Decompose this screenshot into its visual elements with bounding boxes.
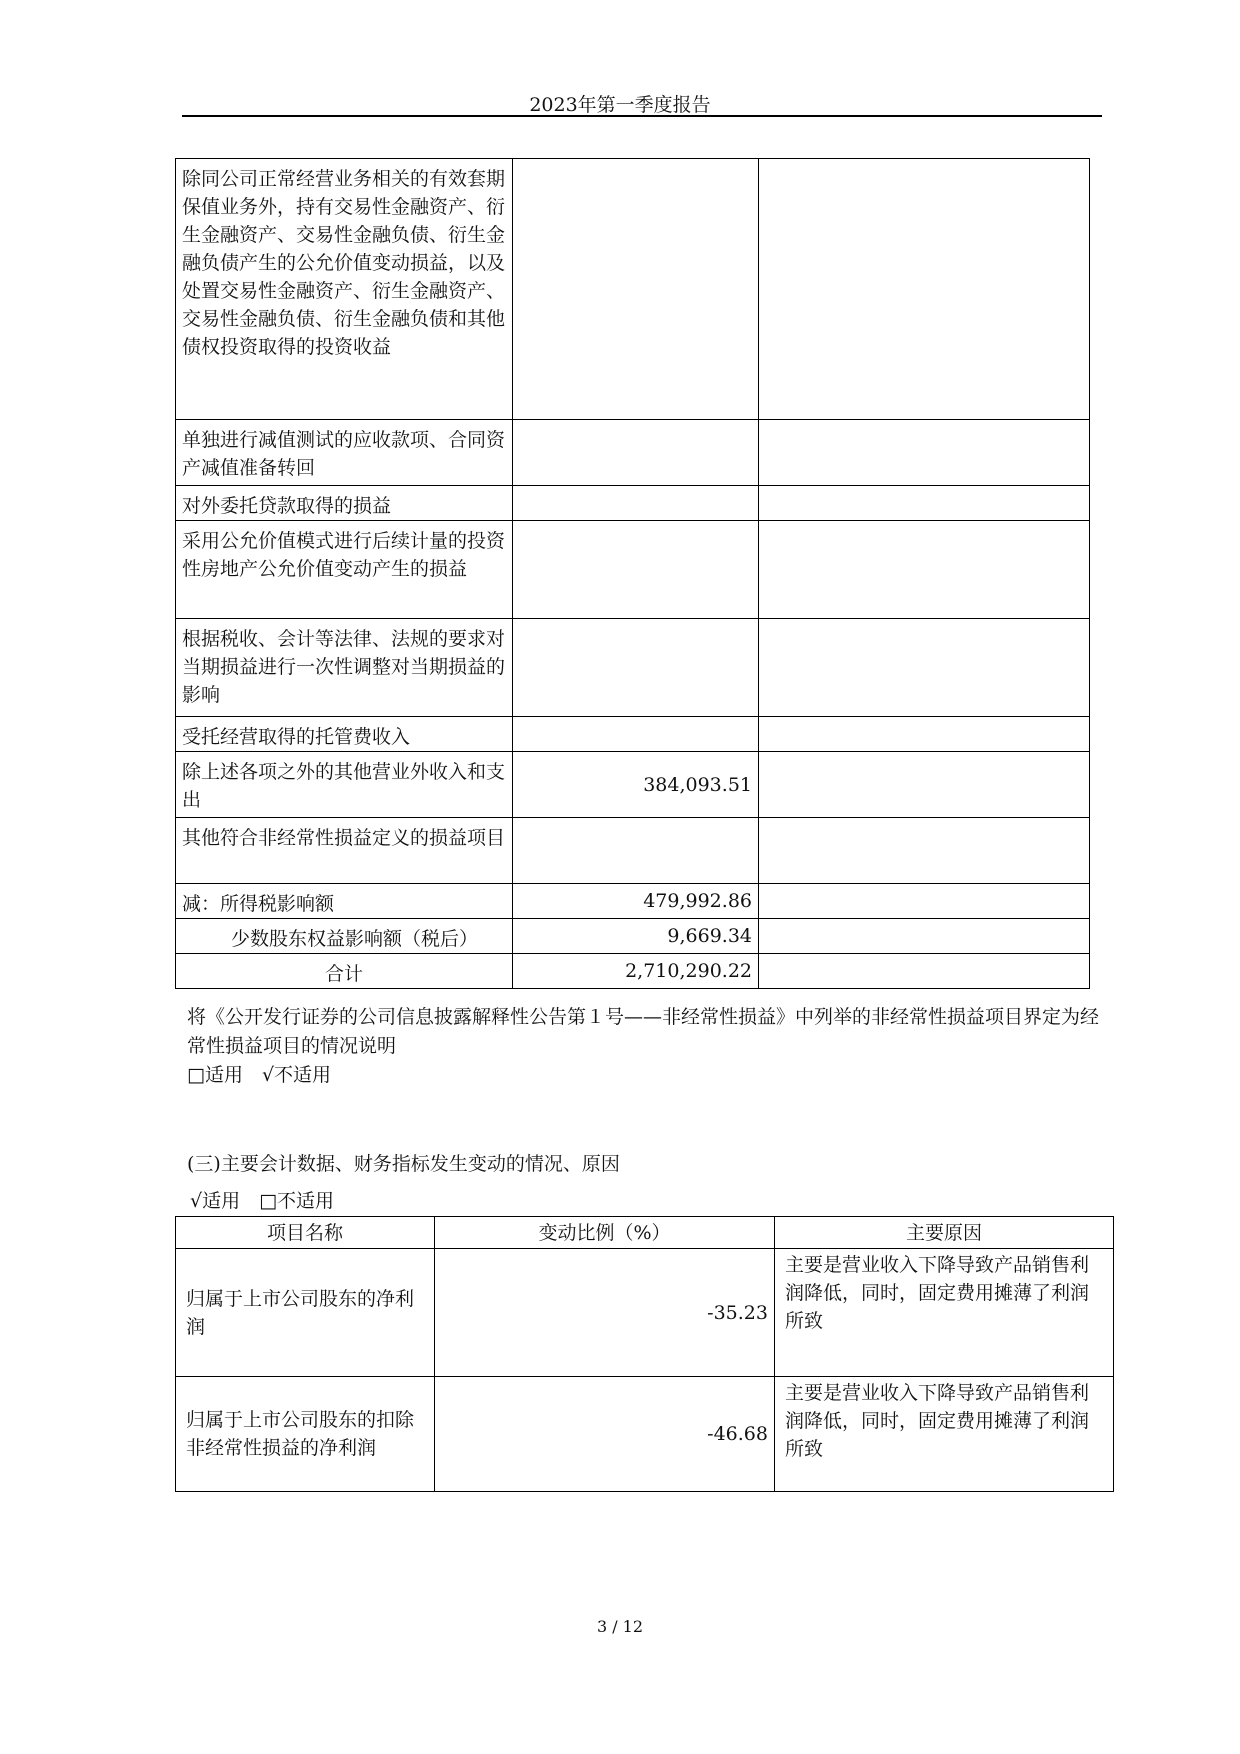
note-cell [759, 486, 1090, 521]
table-row [176, 159, 1090, 420]
section-applicability: √适用 □不适用 [190, 1190, 335, 1212]
item-cell: 除上述各项之外的其他营业外收入和支出 [176, 752, 513, 818]
note-cell [759, 752, 1090, 818]
item-cell: 少数股东权益影响额（税后） [176, 919, 513, 954]
header-change-ratio: 变动比例（%） [435, 1217, 775, 1249]
table-row [176, 486, 1090, 521]
note-cell [759, 159, 1090, 420]
nonrecurring-items-table [175, 158, 1090, 989]
header-rule [182, 115, 1102, 117]
amount-cell: 384,093.51 [513, 752, 759, 818]
item-cell: 根据税收、会计等法律、法规的要求对当期损益进行一次性调整对当期损益的影响 [176, 619, 513, 717]
table-row [176, 1377, 1114, 1492]
amount-cell [513, 521, 759, 619]
amount-cell [513, 486, 759, 521]
item-cell: 减：所得税影响额 [176, 884, 513, 919]
item-name-cell: 归属于上市公司股东的扣除非经常性损益的净利润 [176, 1377, 435, 1492]
page-number: 3 / 12 [596, 1617, 644, 1636]
amount-cell [513, 818, 759, 884]
table-row [176, 884, 1090, 919]
total-label-cell: 合计 [176, 954, 513, 989]
note-cell [759, 954, 1090, 989]
header-item-name: 项目名称 [176, 1217, 435, 1249]
amount-cell: 9,669.34 [513, 919, 759, 954]
note-cell [759, 717, 1090, 752]
item-cell: 受托经营取得的托管费收入 [176, 717, 513, 752]
note-cell [759, 521, 1090, 619]
table-row [176, 521, 1090, 619]
explanation-applicability: □适用 √不适用 [187, 1064, 332, 1086]
item-cell: 对外委托贷款取得的损益 [176, 486, 513, 521]
amount-cell [513, 159, 759, 420]
page-header-title: 2023年第一季度报告 [529, 94, 711, 116]
note-cell [759, 884, 1090, 919]
header-main-reason: 主要原因 [775, 1217, 1114, 1249]
explanation-text: 将《公开发行证券的公司信息披露解释性公告第１号——非经常性损益》中列举的非经常性损益项目界定为经常性损益项目的情况说明 [187, 1006, 1100, 1057]
item-name-cell: 归属于上市公司股东的净利润 [176, 1249, 435, 1377]
table-row [176, 619, 1090, 717]
reason-cell: 主要是营业收入下降导致产品销售利润降低，同时，固定费用摊薄了利润所致 [775, 1249, 1114, 1377]
change-ratio-cell: -35.23 [435, 1249, 775, 1377]
changes-table [175, 1216, 1114, 1492]
table-row [176, 752, 1090, 818]
item-cell: 单独进行减值测试的应收款项、合同资产减值准备转回 [176, 420, 513, 486]
section-title: (三)主要会计数据、财务指标发生变动的情况、原因 [187, 1153, 620, 1175]
item-cell: 除同公司正常经营业务相关的有效套期保值业务外，持有交易性金融资产、衍生金融资产、交易性金融负债、衍生金融负债产生的公允价值变动损益，以及处置交易性金融资产、衍生金融资产、交易性金融负债、衍生金融负债和其他债权投资取得的投资收益 [176, 159, 513, 420]
table-row [176, 420, 1090, 486]
note-cell [759, 818, 1090, 884]
table-row [176, 818, 1090, 884]
amount-cell: 479,992.86 [513, 884, 759, 919]
table-row [176, 717, 1090, 752]
table-row [176, 954, 1090, 989]
item-cell: 其他符合非经常性损益定义的损益项目 [176, 818, 513, 884]
amount-cell [513, 420, 759, 486]
table-header-row [176, 1217, 1114, 1249]
amount-cell [513, 717, 759, 752]
table-row [176, 919, 1090, 954]
note-cell [759, 919, 1090, 954]
item-cell: 采用公允价值模式进行后续计量的投资性房地产公允价值变动产生的损益 [176, 521, 513, 619]
change-ratio-cell: -46.68 [435, 1377, 775, 1492]
reason-cell: 主要是营业收入下降导致产品销售利润降低，同时，固定费用摊薄了利润所致 [775, 1377, 1114, 1492]
note-cell [759, 619, 1090, 717]
amount-cell [513, 619, 759, 717]
table-row [176, 1249, 1114, 1377]
note-cell [759, 420, 1090, 486]
total-amount-cell: 2,710,290.22 [513, 954, 759, 989]
